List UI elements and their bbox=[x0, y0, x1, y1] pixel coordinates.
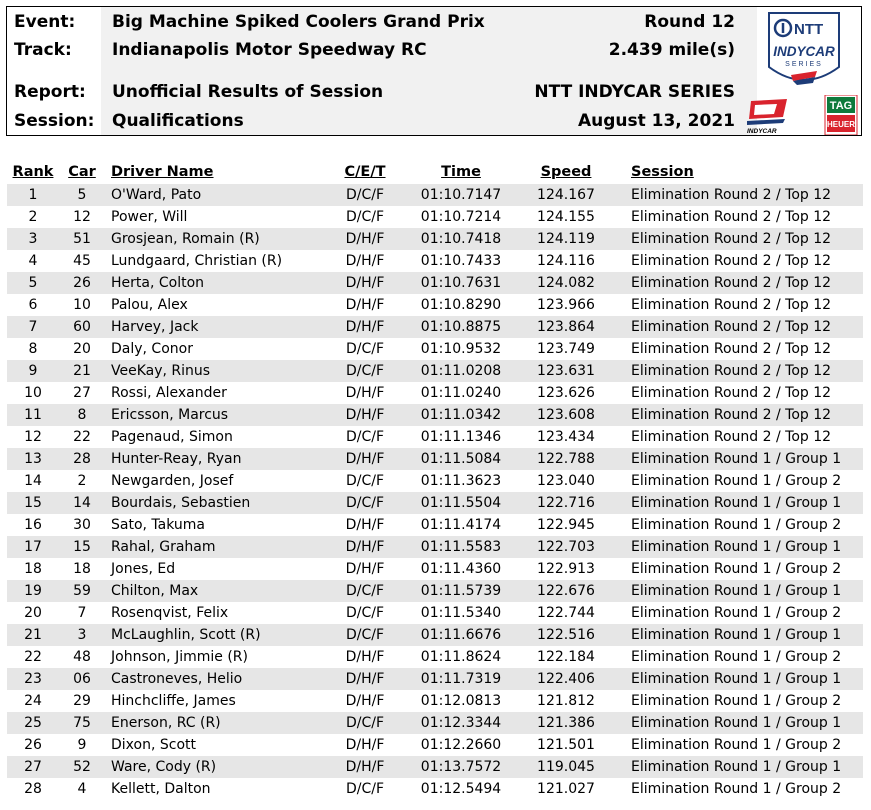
session-cell: Elimination Round 1 / Group 2 bbox=[631, 517, 842, 533]
time-cell: 01:12.2660 bbox=[420, 737, 502, 753]
session-cell: Elimination Round 1 / Group 2 bbox=[631, 737, 842, 753]
table-row bbox=[7, 668, 863, 690]
speed-cell: 122.516 bbox=[521, 624, 611, 646]
rank-cell: 12 bbox=[24, 429, 42, 445]
driver-cell: Enerson, RC (R) bbox=[105, 712, 329, 734]
tag-logo-text: TAG bbox=[829, 100, 853, 112]
table-row bbox=[7, 316, 863, 338]
rank-cell: 1 bbox=[7, 184, 59, 206]
track-label: Track: bbox=[14, 40, 72, 60]
rank-cell: 13 bbox=[7, 448, 59, 470]
session-cell: Elimination Round 2 / Top 12 bbox=[611, 228, 863, 250]
speed-cell: 124.167 bbox=[521, 184, 611, 206]
driver-cell: Dixon, Scott bbox=[111, 737, 196, 753]
event-label: Event: bbox=[14, 12, 76, 32]
speed-cell: 123.040 bbox=[537, 473, 595, 489]
speed-cell: 122.913 bbox=[537, 561, 595, 577]
rank-cell: 11 bbox=[7, 404, 59, 426]
car-cell: 15 bbox=[59, 536, 105, 558]
speed-cell: 123.864 bbox=[521, 316, 611, 338]
session-cell: Elimination Round 2 / Top 12 bbox=[631, 297, 832, 313]
session-cell: Elimination Round 1 / Group 1 bbox=[611, 492, 863, 514]
rank-cell: 25 bbox=[7, 712, 59, 734]
cet-cell: D/H/F bbox=[345, 253, 385, 269]
cet-cell: D/C/F bbox=[345, 473, 385, 489]
table-row bbox=[7, 184, 863, 206]
car-cell: 52 bbox=[59, 756, 105, 778]
driver-cell: Bourdais, Sebastien bbox=[105, 492, 329, 514]
car-cell: 12 bbox=[73, 209, 91, 225]
car-cell: 30 bbox=[73, 517, 91, 533]
session-cell: Elimination Round 2 / Top 12 bbox=[631, 253, 832, 269]
speed-cell: 122.676 bbox=[521, 580, 611, 602]
rank-cell: 6 bbox=[28, 297, 38, 313]
table-row bbox=[7, 646, 863, 668]
cet-cell: D/C/F bbox=[329, 624, 401, 646]
driver-cell: Ware, Cody (R) bbox=[105, 756, 329, 778]
speed-cell: 122.184 bbox=[537, 649, 595, 665]
cet-cell: D/C/F bbox=[329, 492, 401, 514]
table-row bbox=[7, 734, 863, 756]
time-cell: 01:12.5494 bbox=[420, 781, 502, 797]
session-cell: Elimination Round 1 / Group 2 bbox=[631, 605, 842, 621]
time-cell: 01:11.5084 bbox=[401, 448, 521, 470]
table-row bbox=[7, 360, 863, 382]
car-cell: 22 bbox=[73, 429, 91, 445]
driver-cell: Daly, Conor bbox=[111, 341, 193, 357]
table-row bbox=[7, 470, 863, 492]
car-cell: 28 bbox=[59, 448, 105, 470]
results-body bbox=[7, 184, 863, 800]
rank-cell: 16 bbox=[24, 517, 42, 533]
time-cell: 01:11.5739 bbox=[401, 580, 521, 602]
session-cell: Elimination Round 2 / Top 12 bbox=[631, 385, 832, 401]
rank-cell: 24 bbox=[24, 693, 42, 709]
col-cet: C/E/T bbox=[344, 164, 386, 180]
heuer-logo-text: HEUER bbox=[826, 120, 856, 129]
speed-cell: 123.966 bbox=[537, 297, 595, 313]
time-cell: 01:11.3623 bbox=[420, 473, 502, 489]
car-cell: 3 bbox=[59, 624, 105, 646]
car-cell: 2 bbox=[77, 473, 87, 489]
time-cell: 01:11.0240 bbox=[420, 385, 502, 401]
speed-cell: 121.027 bbox=[537, 781, 595, 797]
session-cell: Elimination Round 2 / Top 12 bbox=[631, 341, 832, 357]
rank-cell: 20 bbox=[24, 605, 42, 621]
table-row bbox=[7, 690, 863, 712]
time-cell: 01:12.0813 bbox=[420, 693, 502, 709]
session-cell: Elimination Round 1 / Group 2 bbox=[631, 649, 842, 665]
cet-cell: D/H/F bbox=[329, 668, 401, 690]
ntt-logo-text: NTT bbox=[794, 21, 824, 38]
table-row bbox=[7, 514, 863, 536]
car-cell: 75 bbox=[59, 712, 105, 734]
session-cell: Elimination Round 2 / Top 12 bbox=[631, 209, 832, 225]
rank-cell: 19 bbox=[7, 580, 59, 602]
table-row bbox=[7, 228, 863, 250]
rank-cell: 22 bbox=[24, 649, 42, 665]
driver-cell: VeeKay, Rinus bbox=[105, 360, 329, 382]
driver-cell: Chilton, Max bbox=[105, 580, 329, 602]
car-cell: 7 bbox=[77, 605, 87, 621]
driver-cell: Hinchcliffe, James bbox=[111, 693, 236, 709]
rank-cell: 14 bbox=[24, 473, 42, 489]
car-cell: 4 bbox=[77, 781, 87, 797]
rank-cell: 23 bbox=[7, 668, 59, 690]
time-cell: 01:10.8875 bbox=[401, 316, 521, 338]
time-cell: 01:12.3344 bbox=[401, 712, 521, 734]
car-cell: 20 bbox=[73, 341, 91, 357]
speed-cell: 121.812 bbox=[537, 693, 595, 709]
cet-cell: D/H/F bbox=[329, 272, 401, 294]
table-header-row bbox=[7, 160, 863, 184]
cet-cell: D/H/F bbox=[329, 536, 401, 558]
session-cell: Elimination Round 1 / Group 1 bbox=[611, 624, 863, 646]
table-row bbox=[7, 756, 863, 778]
round-number: Round 12 bbox=[644, 12, 735, 32]
results-table bbox=[7, 160, 863, 800]
cet-cell: D/C/F bbox=[345, 429, 385, 445]
cet-cell: D/H/F bbox=[345, 561, 385, 577]
car-cell: 45 bbox=[73, 253, 91, 269]
cet-cell: D/C/F bbox=[345, 605, 385, 621]
car-cell: 51 bbox=[59, 228, 105, 250]
driver-cell: Johnson, Jimmie (R) bbox=[111, 649, 248, 665]
report-label: Report: bbox=[14, 82, 86, 102]
session-cell: Elimination Round 2 / Top 12 bbox=[611, 404, 863, 426]
driver-cell: Rahal, Graham bbox=[105, 536, 329, 558]
report-type: Unofficial Results of Session bbox=[112, 82, 384, 102]
table-row bbox=[7, 558, 863, 580]
time-cell: 01:11.8624 bbox=[420, 649, 502, 665]
cet-cell: D/H/F bbox=[329, 404, 401, 426]
session-label: Session: bbox=[14, 111, 95, 131]
speed-cell: 123.608 bbox=[521, 404, 611, 426]
cet-cell: D/C/F bbox=[329, 712, 401, 734]
time-cell: 01:11.4174 bbox=[420, 517, 502, 533]
speed-cell: 124.119 bbox=[521, 228, 611, 250]
driver-cell: Jones, Ed bbox=[111, 561, 176, 577]
time-cell: 01:11.5504 bbox=[401, 492, 521, 514]
rank-cell: 5 bbox=[7, 272, 59, 294]
speed-cell: 122.788 bbox=[521, 448, 611, 470]
cet-cell: D/H/F bbox=[345, 649, 385, 665]
cet-cell: D/H/F bbox=[329, 448, 401, 470]
report-header bbox=[6, 6, 862, 136]
speed-cell: 124.155 bbox=[537, 209, 595, 225]
session-cell: Elimination Round 1 / Group 1 bbox=[611, 756, 863, 778]
table-row bbox=[7, 404, 863, 426]
time-cell: 01:11.7319 bbox=[401, 668, 521, 690]
ntt-indycar-logo bbox=[763, 11, 845, 91]
rank-cell: 10 bbox=[24, 385, 42, 401]
rank-cell: 21 bbox=[7, 624, 59, 646]
driver-cell: Rosenqvist, Felix bbox=[111, 605, 229, 621]
session-cell: Elimination Round 1 / Group 1 bbox=[611, 668, 863, 690]
table-row bbox=[7, 492, 863, 514]
driver-cell: Castroneves, Helio bbox=[105, 668, 329, 690]
rank-cell: 17 bbox=[7, 536, 59, 558]
car-cell: 29 bbox=[73, 693, 91, 709]
time-cell: 01:10.7418 bbox=[401, 228, 521, 250]
table-row bbox=[7, 778, 863, 800]
session-cell: Elimination Round 1 / Group 1 bbox=[611, 712, 863, 734]
time-cell: 01:13.7572 bbox=[401, 756, 521, 778]
car-cell: 8 bbox=[59, 404, 105, 426]
time-cell: 01:11.5340 bbox=[420, 605, 502, 621]
rank-cell: 7 bbox=[7, 316, 59, 338]
rank-cell: 28 bbox=[24, 781, 42, 797]
rank-cell: 4 bbox=[28, 253, 38, 269]
table-row bbox=[7, 426, 863, 448]
table-row bbox=[7, 624, 863, 646]
rank-cell: 2 bbox=[28, 209, 38, 225]
session-cell: Elimination Round 1 / Group 2 bbox=[631, 473, 842, 489]
driver-cell: Kellett, Dalton bbox=[111, 781, 211, 797]
session-cell: Elimination Round 1 / Group 2 bbox=[631, 781, 842, 797]
driver-cell: Grosjean, Romain (R) bbox=[105, 228, 329, 250]
driver-cell: Harvey, Jack bbox=[105, 316, 329, 338]
car-cell: 59 bbox=[59, 580, 105, 602]
cet-cell: D/H/F bbox=[345, 517, 385, 533]
speed-cell: 122.406 bbox=[521, 668, 611, 690]
event-name: Big Machine Spiked Coolers Grand Prix bbox=[112, 12, 485, 32]
table-row bbox=[7, 250, 863, 272]
bottom-logos bbox=[741, 95, 861, 135]
car-cell: 9 bbox=[77, 737, 87, 753]
indycar-logo-text: INDYCAR bbox=[773, 44, 835, 59]
track-name: Indianapolis Motor Speedway RC bbox=[112, 40, 427, 60]
table-row bbox=[7, 338, 863, 360]
speed-cell: 122.703 bbox=[521, 536, 611, 558]
driver-cell: Ericsson, Marcus bbox=[105, 404, 329, 426]
rank-cell: 26 bbox=[24, 737, 42, 753]
session-cell: Elimination Round 1 / Group 2 bbox=[631, 693, 842, 709]
series-logo-text: SERIES bbox=[785, 61, 823, 68]
cet-cell: D/C/F bbox=[345, 341, 385, 357]
cet-cell: D/H/F bbox=[345, 385, 385, 401]
series-name: NTT INDYCAR SERIES bbox=[534, 82, 735, 102]
rank-cell: 3 bbox=[7, 228, 59, 250]
col-time: Time bbox=[441, 164, 481, 180]
car-cell: 06 bbox=[59, 668, 105, 690]
col-session: Session bbox=[631, 164, 694, 180]
session-cell: Elimination Round 2 / Top 12 bbox=[611, 360, 863, 382]
cet-cell: D/H/F bbox=[329, 756, 401, 778]
cet-cell: D/C/F bbox=[345, 209, 385, 225]
cet-cell: D/H/F bbox=[345, 693, 385, 709]
speed-cell: 121.386 bbox=[521, 712, 611, 734]
session-cell: Elimination Round 1 / Group 2 bbox=[631, 561, 842, 577]
table-row bbox=[7, 580, 863, 602]
session-date: August 13, 2021 bbox=[577, 111, 735, 131]
speed-cell: 123.631 bbox=[521, 360, 611, 382]
time-cell: 01:11.0342 bbox=[401, 404, 521, 426]
table-row bbox=[7, 536, 863, 558]
driver-cell: Newgarden, Josef bbox=[111, 473, 234, 489]
indycar-small-text: INDYCAR bbox=[747, 128, 777, 135]
speed-cell: 123.626 bbox=[537, 385, 595, 401]
time-cell: 01:10.7214 bbox=[420, 209, 502, 225]
speed-cell: 122.744 bbox=[537, 605, 595, 621]
rank-cell: 15 bbox=[7, 492, 59, 514]
time-cell: 01:10.9532 bbox=[420, 341, 502, 357]
session-cell: Elimination Round 2 / Top 12 bbox=[611, 272, 863, 294]
time-cell: 01:11.6676 bbox=[401, 624, 521, 646]
table-row bbox=[7, 448, 863, 470]
car-cell: 21 bbox=[59, 360, 105, 382]
driver-cell: Pagenaud, Simon bbox=[111, 429, 233, 445]
session-cell: Elimination Round 2 / Top 12 bbox=[631, 429, 832, 445]
time-cell: 01:10.7433 bbox=[420, 253, 502, 269]
speed-cell: 122.716 bbox=[521, 492, 611, 514]
speed-cell: 122.945 bbox=[537, 517, 595, 533]
rank-cell: 27 bbox=[7, 756, 59, 778]
col-rank: Rank bbox=[12, 164, 54, 180]
rank-cell: 18 bbox=[24, 561, 42, 577]
speed-cell: 123.749 bbox=[537, 341, 595, 357]
driver-cell: Hunter-Reay, Ryan bbox=[105, 448, 329, 470]
session-cell: Elimination Round 1 / Group 1 bbox=[611, 536, 863, 558]
cet-cell: D/C/F bbox=[329, 580, 401, 602]
cet-cell: D/H/F bbox=[329, 316, 401, 338]
driver-cell: Rossi, Alexander bbox=[111, 385, 227, 401]
car-cell: 48 bbox=[73, 649, 91, 665]
time-cell: 01:11.1346 bbox=[420, 429, 502, 445]
cet-cell: D/C/F bbox=[329, 184, 401, 206]
time-cell: 01:10.8290 bbox=[420, 297, 502, 313]
speed-cell: 119.045 bbox=[521, 756, 611, 778]
table-row bbox=[7, 712, 863, 734]
time-cell: 01:11.4360 bbox=[420, 561, 502, 577]
time-cell: 01:10.7147 bbox=[401, 184, 521, 206]
driver-cell: Lundgaard, Christian (R) bbox=[111, 253, 283, 269]
speed-cell: 124.116 bbox=[537, 253, 595, 269]
car-cell: 18 bbox=[73, 561, 91, 577]
driver-cell: Herta, Colton bbox=[105, 272, 329, 294]
col-car: Car bbox=[68, 164, 96, 180]
driver-cell: Power, Will bbox=[111, 209, 188, 225]
car-cell: 27 bbox=[73, 385, 91, 401]
speed-cell: 124.082 bbox=[521, 272, 611, 294]
col-driver: Driver Name bbox=[111, 164, 214, 180]
session-cell: Elimination Round 1 / Group 1 bbox=[611, 448, 863, 470]
time-cell: 01:11.5583 bbox=[401, 536, 521, 558]
rank-cell: 8 bbox=[28, 341, 38, 357]
session-cell: Elimination Round 2 / Top 12 bbox=[611, 184, 863, 206]
speed-cell: 121.501 bbox=[537, 737, 595, 753]
cet-cell: D/H/F bbox=[329, 228, 401, 250]
driver-cell: Palou, Alex bbox=[111, 297, 188, 313]
time-cell: 01:11.0208 bbox=[401, 360, 521, 382]
cet-cell: D/C/F bbox=[329, 360, 401, 382]
driver-cell: McLaughlin, Scott (R) bbox=[105, 624, 329, 646]
driver-cell: O'Ward, Pato bbox=[105, 184, 329, 206]
session-cell: Elimination Round 1 / Group 1 bbox=[611, 580, 863, 602]
session-type: Qualifications bbox=[112, 111, 244, 131]
table-row bbox=[7, 294, 863, 316]
track-length: 2.439 mile(s) bbox=[608, 40, 735, 60]
car-cell: 10 bbox=[73, 297, 91, 313]
table-row bbox=[7, 602, 863, 624]
table-row bbox=[7, 382, 863, 404]
time-cell: 01:10.7631 bbox=[401, 272, 521, 294]
table-row bbox=[7, 272, 863, 294]
car-cell: 14 bbox=[59, 492, 105, 514]
cet-cell: D/H/F bbox=[345, 297, 385, 313]
cet-cell: D/C/F bbox=[345, 781, 385, 797]
speed-cell: 123.434 bbox=[537, 429, 595, 445]
car-cell: 60 bbox=[59, 316, 105, 338]
rank-cell: 9 bbox=[7, 360, 59, 382]
cet-cell: D/H/F bbox=[345, 737, 385, 753]
table-row bbox=[7, 206, 863, 228]
col-speed: Speed bbox=[540, 164, 592, 180]
driver-cell: Sato, Takuma bbox=[111, 517, 206, 533]
session-cell: Elimination Round 2 / Top 12 bbox=[611, 316, 863, 338]
car-cell: 5 bbox=[59, 184, 105, 206]
car-cell: 26 bbox=[59, 272, 105, 294]
